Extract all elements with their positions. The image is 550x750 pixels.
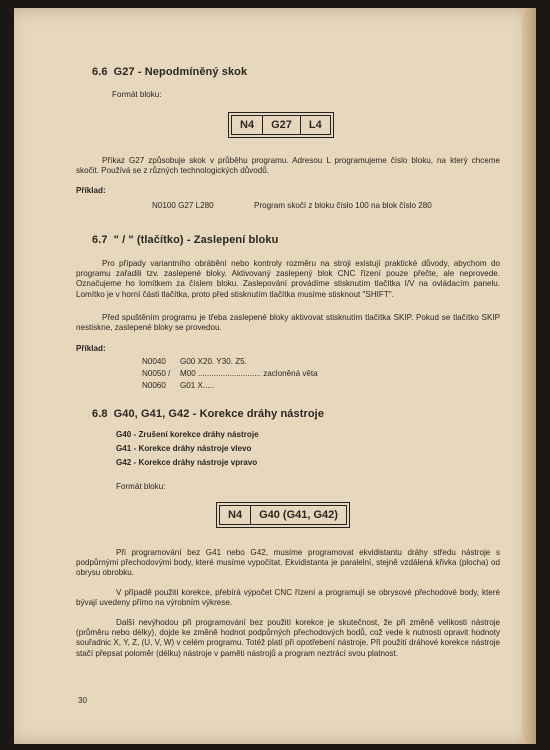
g-code-item: G40 - Zrušení korekce dráhy nástroje	[116, 430, 259, 439]
block-cell: L4	[308, 119, 322, 131]
section-number: 6.6	[92, 66, 108, 78]
page-number: 30	[78, 696, 88, 705]
paragraph: Příkaz G27 způsobuje skok v průběhu programu. Adresou L programujeme číslo bloku, na který chceme skočit. Používá se z různých technologických důvodů.	[76, 156, 500, 176]
g-code-list	[116, 430, 259, 469]
example-code-listing	[142, 357, 318, 392]
paragraph: Pro případy variantního obrábění nebo kontroly rozměru na stroji existují praktické důvody, abychom do programu zařadili tzv. zaslepené bloky. Aktivovaný zaslepený blok CNC řízení pouze přečte, ale neprovede. Označujeme ho lomítkem za číslem bloku. Zaslepování provádíme stisknutím tlačítka I/V na ovládacím panelu. Lomítko je v horní části tlačítka, proto před stisknutím tlačítka musíme stisknout "SHIFT".	[76, 259, 500, 299]
example-code: N0100 G27 L280	[152, 201, 214, 210]
paragraph: V případě použití korekce, přebírá výpočet CNC řízení a programují se obrysové přechodové body, které bývají uvedeny přímo na výrobním výkrese.	[76, 588, 500, 608]
block-cell: N4	[220, 506, 251, 524]
section-number: 6.8	[92, 408, 108, 420]
block-format-box	[228, 112, 334, 138]
code-line: N0060 G01 X.....	[142, 381, 215, 391]
example-label: Příklad:	[76, 344, 106, 353]
g-code-item: G41 - Korekce dráhy nástroje vlevo	[116, 444, 252, 454]
block-cell: G40 (G41, G42)	[259, 509, 338, 521]
format-label: Formát bloku:	[112, 90, 162, 99]
section-heading-6-7	[92, 234, 278, 246]
block-cell: N4	[232, 116, 263, 134]
example-description: Program skočí z bloku číslo 100 na blok číslo 280	[254, 201, 432, 210]
section-heading-6-8	[92, 408, 324, 420]
code-line: N0050 / M00 ............................ zacloněná věta	[142, 369, 318, 379]
section-title: G40, G41, G42 - Korekce dráhy nástroje	[113, 408, 325, 420]
section-number: 6.7	[92, 234, 108, 246]
paragraph: Při programování bez G41 nebo G42, musíme programovat ekvidistantu dráhy středu nástroje s podpůrnými přechodovými body, které musíme vypočítat. Ekvidistanta je paralelní, stejně vzdálená křivka (plocha) od obrysu obrobku.	[76, 548, 500, 578]
section-title: " / " (tlačítko) - Zaslepení bloku	[113, 234, 279, 246]
section-heading-6-6	[92, 66, 247, 78]
block-format-box	[216, 502, 350, 528]
page-spine-shadow	[522, 8, 536, 744]
paragraph: Další nevýhodou při programování bez použití korekce je skutečnost, že při změně velikosti nástroje (průměru nebo délky), dojde ke změně hodnot podpůrných přechodových bodů, což vede k nutnosti opravit hodnoty souřadnic X, Y, Z, (U, V, W) v celém programu. Totéž platí při opotřebení nástroje. Při použití dráhové korekce nástroje stačí přepsat poloměr (délku) nástroje v paměti nástrojů a program neztrácí svou platnost.	[76, 618, 500, 658]
book-page	[14, 8, 536, 744]
block-cell: G27	[263, 116, 301, 134]
g-code-item: G42 - Korekce dráhy nástroje vpravo	[116, 458, 258, 468]
paragraph: Před spuštěním programu je třeba zaslepené bloky aktivovat stisknutím tlačítka SKIP. Pokud se tlačítko SKIP nestiskne, zaslepené bloky se provedou.	[76, 313, 500, 333]
code-line: N0040 G00 X20. Y30. Z5.	[142, 357, 247, 366]
format-label: Formát bloku:	[116, 482, 166, 491]
section-title: G27 - Nepodmíněný skok	[113, 66, 248, 78]
example-label: Příklad:	[76, 186, 106, 195]
